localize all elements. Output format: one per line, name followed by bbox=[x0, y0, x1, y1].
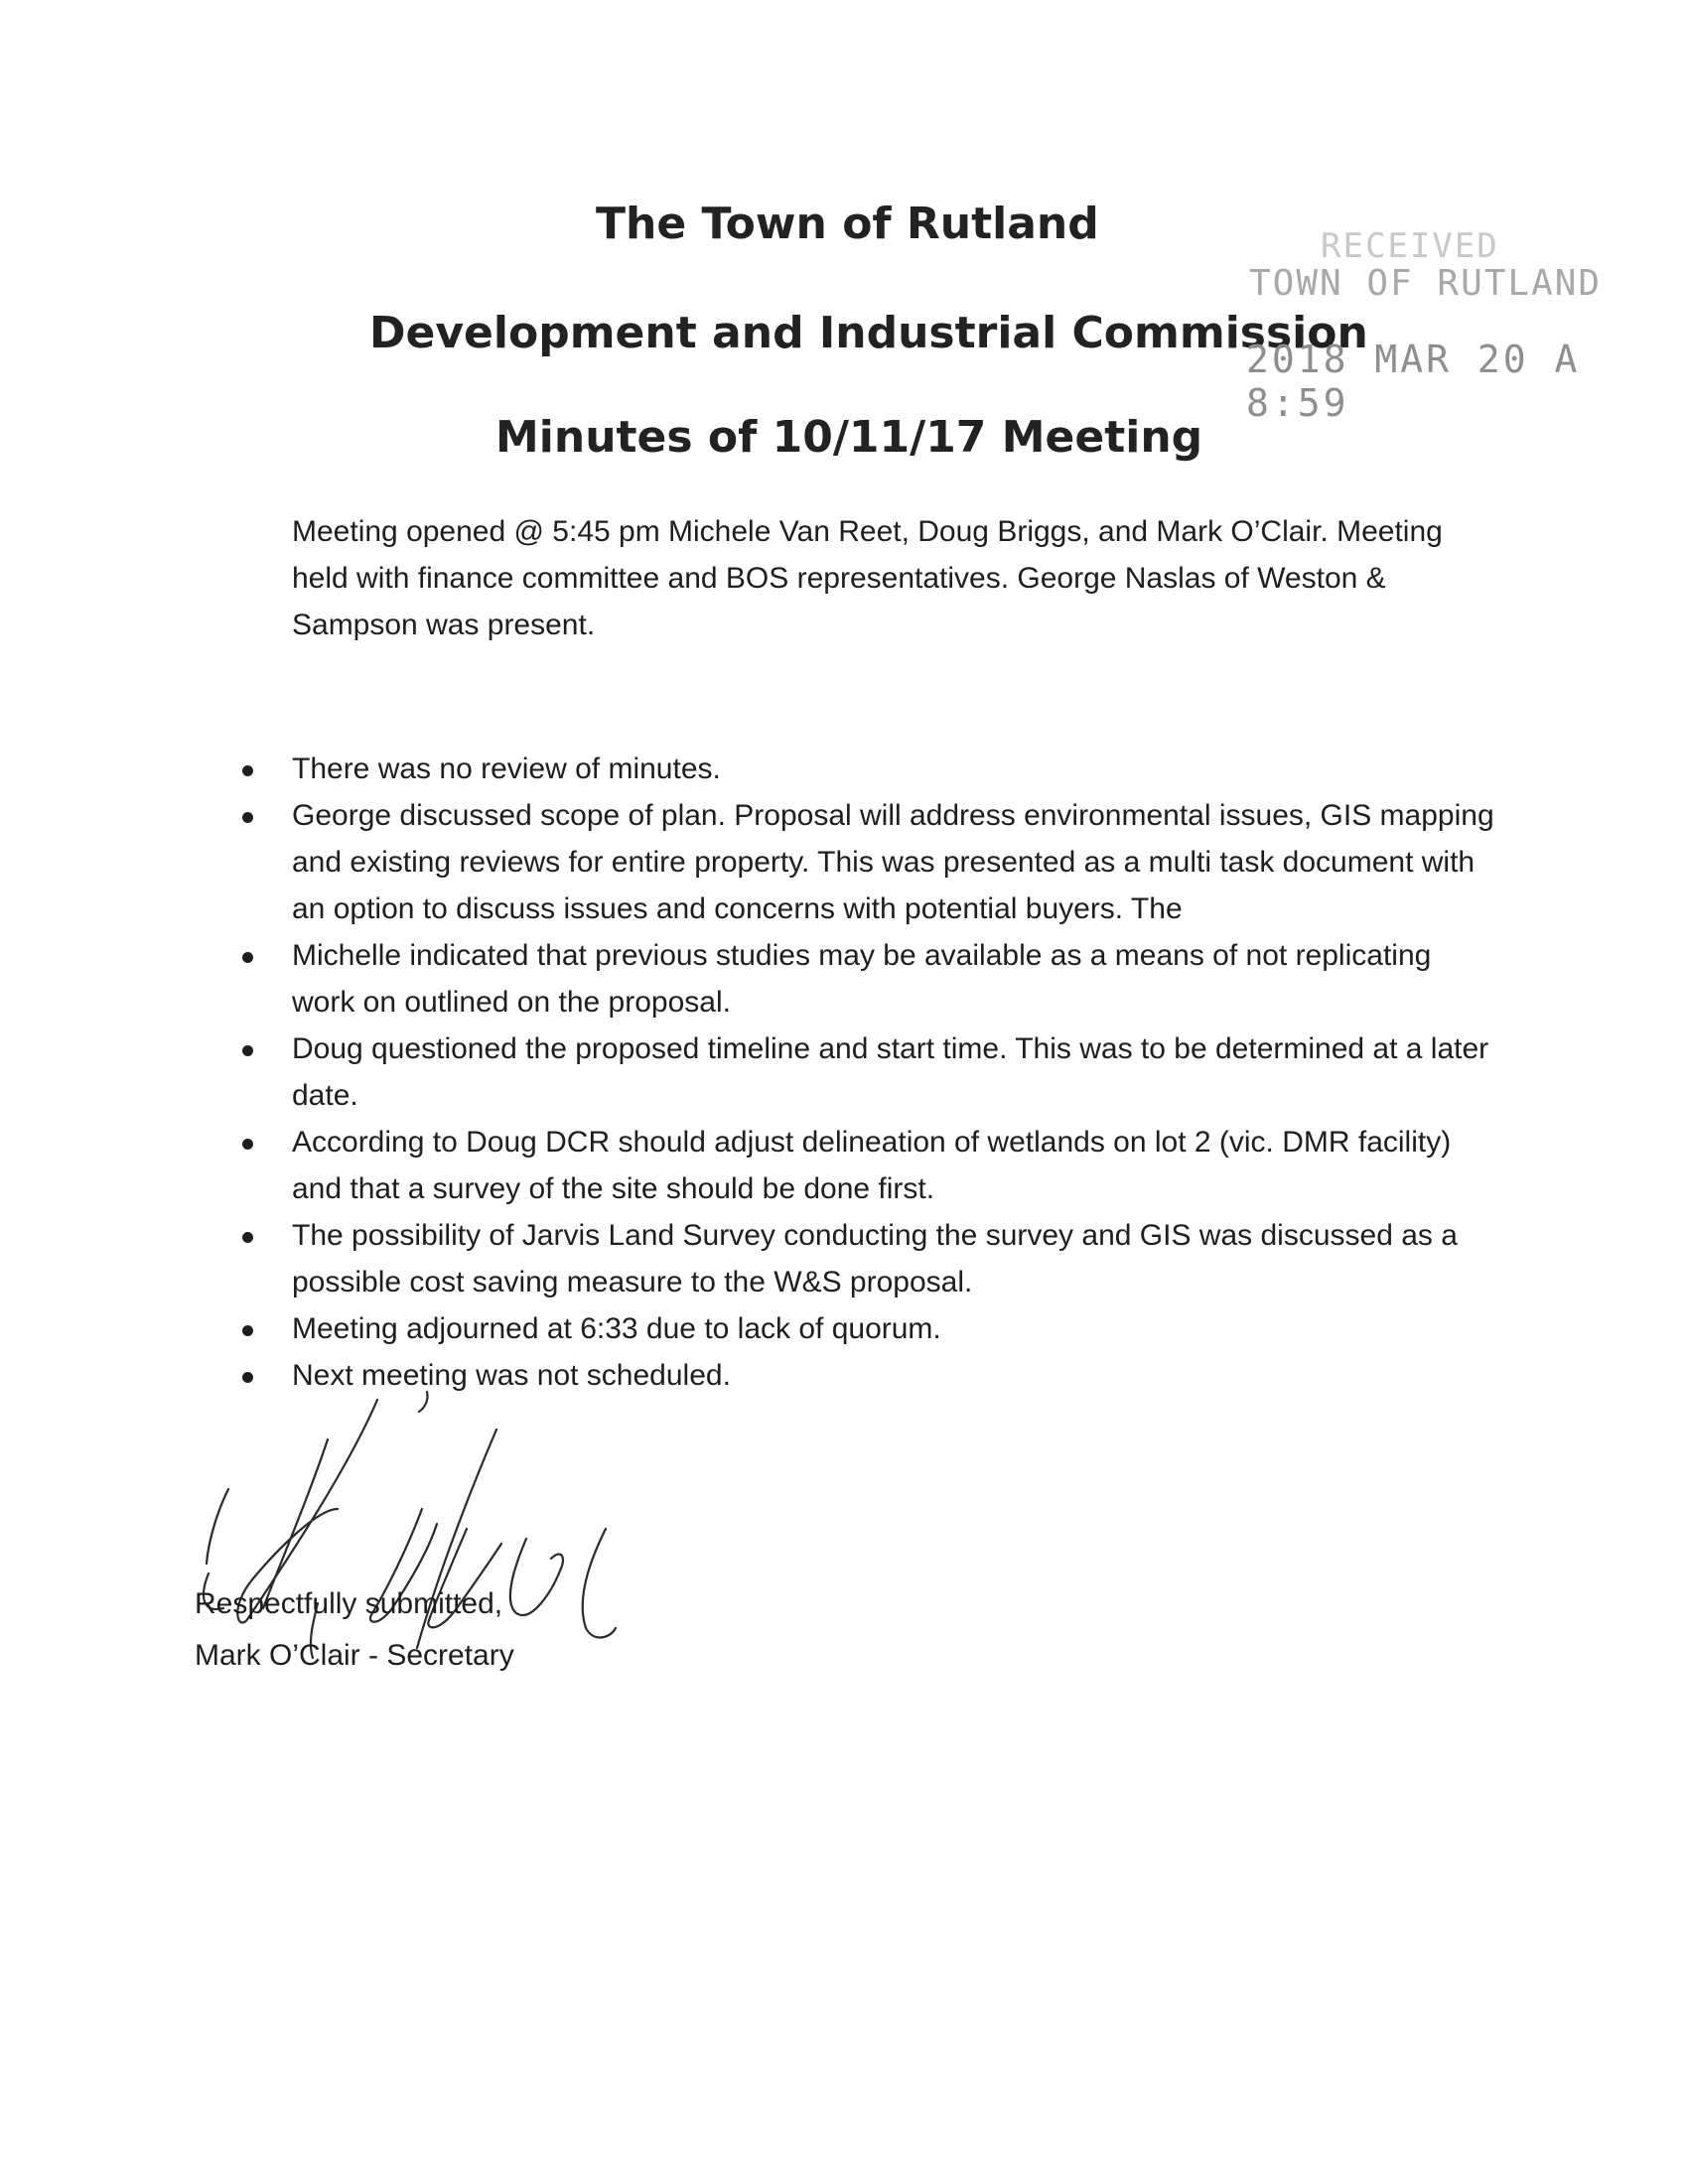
bullet-icon bbox=[242, 1139, 253, 1150]
document-title: The Town of Rutland bbox=[596, 199, 1099, 249]
list-item-text: There was no review of minutes. bbox=[292, 752, 721, 785]
bullet-icon bbox=[242, 1045, 253, 1056]
list-item bbox=[238, 746, 1499, 792]
bullet-icon bbox=[242, 1325, 253, 1336]
list-item bbox=[238, 1305, 1499, 1352]
intro-paragraph: Meeting opened @ 5:45 pm Michele Van Reet, Doug Briggs, and Mark O’Clair. Meeting held with finance committee and BOS representatives. George Naslas of Weston & Sampson was present. bbox=[292, 515, 1443, 641]
stamp-received-text: RECEIVED bbox=[1321, 226, 1499, 266]
list-item-text: Michelle indicated that previous studies may be available as a means of not replicating work on outlined on the proposal. bbox=[292, 939, 1432, 1019]
list-item bbox=[238, 1025, 1499, 1119]
list-item-text: Doug questioned the proposed timeline and start time. This was to be determined at a later date. bbox=[292, 1032, 1489, 1112]
list-item bbox=[238, 932, 1499, 1025]
list-item bbox=[238, 1212, 1499, 1305]
list-item-text: The possibility of Jarvis Land Survey conducting the survey and GIS was discussed as a possible cost saving measure to the W&S proposal. bbox=[292, 1219, 1458, 1298]
list-item-text: Meeting adjourned at 6:33 due to lack of quorum. bbox=[292, 1312, 941, 1345]
list-item bbox=[238, 1119, 1499, 1212]
list-item-text: Next meeting was not scheduled. bbox=[292, 1359, 731, 1392]
closing-block bbox=[195, 1578, 514, 1682]
commission-name: Development and Industrial Commission bbox=[369, 308, 1368, 358]
list-item-text: According to Doug DCR should adjust delineation of wetlands on lot 2 (vic. DMR facility) and that a survey of the site should be done first. bbox=[292, 1126, 1452, 1205]
list-item-text: George discussed scope of plan. Proposal will address environmental issues, GIS mapping and existing reviews for entire property. This was presented as a multi task document with an option to discuss issues and concerns with potential buyers. The bbox=[292, 799, 1494, 925]
bullet-icon bbox=[242, 765, 253, 776]
stamp-town-text: TOWN OF RUTLAND bbox=[1249, 263, 1603, 304]
minutes-list bbox=[238, 746, 1499, 1399]
stamp-date-text: 2018 MAR 20 A 8:59 bbox=[1246, 338, 1581, 425]
list-item bbox=[238, 792, 1499, 932]
closing-salutation: Respectfully submitted, bbox=[195, 1587, 503, 1620]
bullet-icon bbox=[242, 812, 253, 823]
bullet-icon bbox=[242, 1232, 253, 1243]
signer-name: Mark O’Clair - Secretary bbox=[195, 1639, 514, 1672]
minutes-heading: Minutes of 10/11/17 Meeting bbox=[495, 412, 1203, 463]
bullet-icon bbox=[242, 952, 253, 963]
